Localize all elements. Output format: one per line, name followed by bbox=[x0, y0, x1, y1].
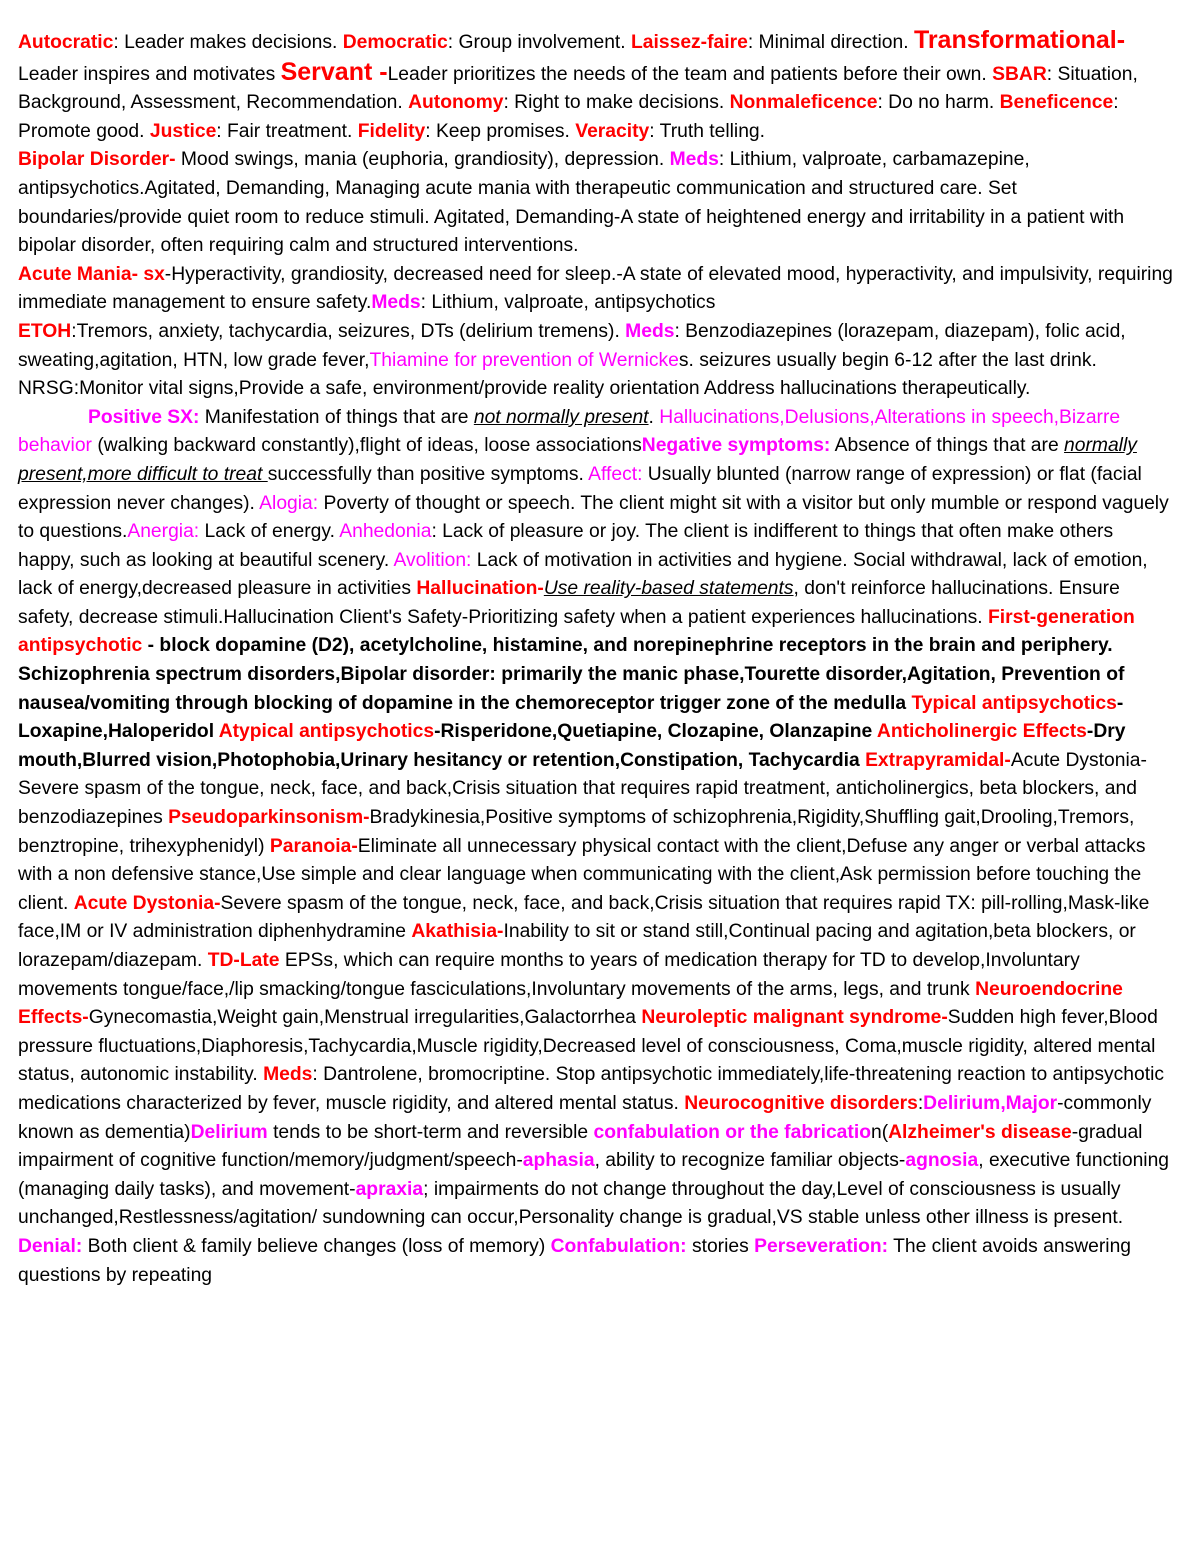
term-autonomy: Autonomy bbox=[408, 92, 504, 114]
term-transformational: Transformational- bbox=[913, 26, 1126, 54]
emphasis-text: Use reality-based statements bbox=[543, 578, 794, 600]
definition-text: : Benzodiazepines (lorazepam, diazepam), folic acid, sweating,agitation, HTN, low grade fever, bbox=[18, 320, 1126, 371]
positive-symptom-list: Hallucinations,Delusions,Alterations in speech,Bizarre behavior bbox=[18, 406, 1121, 457]
definition-text: tends to be short-term and reversible bbox=[267, 1121, 594, 1143]
term-td-late: TD-Late bbox=[207, 950, 280, 971]
definition-text: -Risperidone,Quetiapine, Clozapine, Olanzapine bbox=[434, 721, 877, 743]
acute-mania-paragraph bbox=[18, 261, 1174, 318]
term-autocratic: Autocratic bbox=[18, 32, 114, 53]
definition-text: , ability to recognize familiar objects- bbox=[594, 1150, 906, 1172]
term-acute-dystonia: Acute Dystonia- bbox=[73, 892, 221, 914]
definition-text: s. seizures usually begin 6-12 after the last drink. NRSG:Monitor vital signs,Provide a safe, environment/provide reality orientation Address hallucinations therapeutically. bbox=[18, 349, 1097, 400]
definition-text: , don't reinforce hallucinations. Ensure safety, decrease stimuli.Hallucination Client's Safety-Prioritizing safety when a patient experiences hallucinations. bbox=[18, 578, 1120, 628]
definition-text: EPSs, which can require months to years of medication therapy for TD to develop,Involuntary movements tongue/face,/lip smacking/tongue fasciculations,Involuntary movements of the arms, legs, and trunk bbox=[18, 950, 1080, 1000]
definition-text: Lack of motivation in activities and hygiene. Social withdrawal, lack of emotion, lack of energy,decreased pleasure in activities bbox=[18, 549, 1148, 600]
definition-text: The client avoids answering questions by repeating bbox=[18, 1235, 1132, 1286]
definition-text: : Lithium, valproate, antipsychotics bbox=[420, 292, 716, 314]
definition-text: Poverty of thought or speech. The client might sit with a visitor but only mumble or respond vaguely to questions. bbox=[18, 492, 1169, 543]
definition-text: Manifestation of things that are bbox=[199, 406, 474, 428]
term-sbar: SBAR bbox=[992, 63, 1047, 85]
etoh-paragraph bbox=[18, 318, 1174, 404]
definition-text: successfully than positive symptoms. bbox=[267, 463, 589, 485]
term-neurocognitive-disorders: Neurocognitive disorders bbox=[684, 1092, 918, 1114]
term-servant: Servant - bbox=[280, 57, 388, 86]
term-denial: Denial: bbox=[18, 1235, 83, 1257]
term-confabulation: Confabulation: bbox=[550, 1235, 687, 1257]
term-nonmaleficence: Nonmaleficence bbox=[729, 92, 878, 114]
term-typical-antipsychotics: Typical antipsychotics bbox=[911, 692, 1117, 714]
definition-text: -Dry mouth,Blurred vision,Photophobia,Urinary hesitancy or retention,Constipation, Tachycardia bbox=[18, 721, 1126, 771]
definition-text: -Hyperactivity, grandiosity, decreased need for sleep.-A state of elevated mood, hyperactivity, and impulsivity, requiring immediate management to ensure safety. bbox=[18, 263, 1173, 314]
term-delirium-major: Delirium,Major bbox=[923, 1092, 1058, 1114]
term-first-generation-antipsychotic: First-generation antipsychotic bbox=[18, 606, 1135, 657]
term-agnosia: agnosia bbox=[905, 1150, 979, 1172]
term-neuroleptic-malignant-syndrome: Neuroleptic malignant syndrome- bbox=[641, 1007, 948, 1029]
term-meds: Meds bbox=[263, 1064, 313, 1086]
definition-text: Acute Dystonia-Severe spasm of the tongue, neck, face, and back,Crisis situation that requires rapid treatment, anticholinergics, beta blockers, and benzodiazepines bbox=[18, 749, 1147, 829]
term-perseveration: Perseveration: bbox=[754, 1235, 889, 1257]
term-affect: Affect: bbox=[588, 463, 643, 485]
definition-text: -gradual impairment of cognitive function/memory/judgment/speech- bbox=[18, 1121, 1143, 1172]
thiamine-note: Thiamine for prevention of Wernicke bbox=[369, 349, 679, 371]
definition-text: Severe spasm of the tongue, neck, face, and back,Crisis situation that requires rapid TX: pill-rolling,Mask-like face,IM or IV administration diphenhydramine bbox=[18, 892, 1150, 943]
term-anticholinergic-effects: Anticholinergic Effects bbox=[876, 721, 1087, 743]
term-aphasia: aphasia bbox=[522, 1150, 595, 1172]
definition-text: : Do no harm. bbox=[877, 92, 1000, 114]
emphasis-text: not normally present bbox=[473, 406, 649, 428]
definition-text: Leader inspires and motivates bbox=[18, 63, 281, 85]
term-anergia: Anergia: bbox=[127, 521, 200, 543]
term-meds: Meds bbox=[625, 320, 675, 342]
definition-text: Inability to sit or stand still,Continual pacing and agitation,beta blockers, or lorazepam/diazepam. bbox=[18, 921, 1136, 971]
definition-text: Mood swings, mania (euphoria, grandiosity), depression. bbox=[175, 149, 670, 171]
definition-text: Usually blunted (narrow range of expression) or flat (facial expression never changes). bbox=[18, 463, 1142, 514]
term-extrapyramidal: Extrapyramidal- bbox=[865, 749, 1011, 771]
term-avolition: Avolition: bbox=[393, 549, 472, 571]
term-akathisia: Akathisia- bbox=[411, 921, 504, 943]
definition-text: : bbox=[917, 1092, 924, 1114]
term-atypical-antipsychotics: Atypical antipsychotics bbox=[218, 721, 435, 743]
definition-text: , executive functioning (managing daily tasks), and movement- bbox=[18, 1150, 1170, 1200]
definition-text: : Lack of pleasure or joy. The client is indifferent to things that often make others happy, such as looking at beautiful scenery. bbox=[18, 521, 1114, 571]
definition-text: Both client & family believe changes (loss of memory) bbox=[82, 1235, 551, 1257]
definition-text: Gynecomastia,Weight gain,Menstrual irregularities,Galactorrhea bbox=[88, 1007, 642, 1029]
definition-text: : Fair treatment. bbox=[216, 120, 358, 142]
definition-text: Absence of things that are bbox=[830, 435, 1065, 457]
definition-text: : Dantrolene, bromocriptine. Stop antipsychotic immediately,life-threatening reaction to antipsychotic medications characterized by fever, muscle rigidity, and altered mental status. bbox=[18, 1064, 1165, 1114]
emphasis-text: normally present,more difficult to treat bbox=[18, 435, 1137, 485]
term-justice: Justice bbox=[149, 120, 217, 142]
definition-text: : Leader makes decisions. bbox=[113, 32, 343, 53]
term-acute-mania: Acute Mania- sx bbox=[18, 263, 165, 285]
definition-text: : Group involvement. bbox=[447, 32, 632, 53]
definition-text: Sudden high fever,Blood pressure fluctuations,Diaphoresis,Tachycardia,Muscle rigidity,Decreased level of consciousness, Coma,muscle rigidity, altered mental status, autonomic instability. bbox=[18, 1007, 1158, 1086]
definition-text: Bradykinesia,Positive symptoms of schizophrenia,Rigidity,Shuffling gait,Drooling,Tremors, benztropine, trihexyphenidyl) bbox=[18, 807, 1135, 857]
definition-text: :Tremors, anxiety, tachycardia, seizures, DTs (delirium tremens). bbox=[71, 320, 626, 342]
term-etoh: ETOH bbox=[18, 320, 72, 342]
term-bipolar-disorder: Bipolar Disorder- bbox=[18, 149, 176, 171]
term-democratic: Democratic bbox=[342, 32, 448, 53]
definition-text: -commonly known as dementia) bbox=[18, 1092, 1152, 1143]
definition-text: Eliminate all unnecessary physical contact with the client,Defuse any anger or verbal attacks with a non defensive stance,Use simple and clear language when communicating with the client,Ask permission before touching the client. bbox=[18, 835, 1146, 914]
definition-text: Lack of energy. bbox=[199, 521, 340, 543]
term-paranoia: Paranoia- bbox=[269, 835, 358, 857]
term-neuroendocrine-effects: Neuroendocrine Effects- bbox=[18, 978, 1123, 1029]
definition-text: stories bbox=[686, 1235, 755, 1257]
definition-text: ; impairments do not change throughout the day,Level of consciousness is usually unchanged,Restlessness/agitation/ sundowning can occur,Personality change is gradual,VS stable unless other illness is present. bbox=[18, 1178, 1124, 1229]
term-meds: Meds bbox=[669, 149, 719, 171]
term-alogia: Alogia: bbox=[259, 492, 319, 514]
term-pseudoparkinsonism: Pseudoparkinsonism- bbox=[168, 807, 370, 829]
definition-text: Leader prioritizes the needs of the team and patients before their own. bbox=[387, 63, 993, 85]
definition-text: . bbox=[648, 406, 660, 428]
term-laissez-faire: Laissez-faire bbox=[631, 32, 748, 53]
definition-text: -Loxapine,Haloperidol bbox=[18, 692, 1124, 743]
definition-text: : Lithium, valproate, carbamazepine, antipsychotics.Agitated, Demanding, Managing acute mania with therapeutic communication and structured care. Set boundaries/provide quiet room to reduce stimuli. Agitated, Demanding-A state of heightened energy and irritability in a patient with bipolar disorder, often requiring calm and structured interventions. bbox=[18, 149, 1125, 257]
definition-text: : Truth telling. bbox=[649, 120, 766, 142]
term-anhedonia: Anhedonia bbox=[339, 521, 432, 543]
term-positive-sx: Positive SX: bbox=[88, 406, 200, 428]
term-hallucination: Hallucination- bbox=[416, 578, 544, 600]
definition-text: : Keep promises. bbox=[425, 120, 576, 142]
definition-text: (walking backward constantly),flight of ideas, loose associations bbox=[91, 435, 642, 457]
term-delirium: Delirium bbox=[190, 1121, 268, 1143]
term-fidelity: Fidelity bbox=[357, 120, 426, 142]
schizophrenia-antipsychotics-paragraph bbox=[18, 404, 1174, 1290]
term-confabulation-fabrication: confabulation or the fabricatio bbox=[593, 1121, 871, 1143]
term-veracity: Veracity bbox=[575, 120, 650, 142]
definition-text: - block dopamine (D2), acetylcholine, histamine, and norepinephrine receptors in the brain and periphery. Schizophrenia spectrum disorders,Bipolar disorder: primarily the manic phase,Tourette disorder,Agitation, Prevention of nausea/vomiting through blocking of dopamine in the chemoreceptor trigger zone of the medulla bbox=[18, 635, 1125, 714]
definition-text: : Promote good. bbox=[18, 92, 1119, 142]
definition-text: : Minimal direction. bbox=[747, 32, 914, 53]
definition-text: : Situation, Background, Assessment, Recommendation. bbox=[18, 63, 1138, 114]
term-beneficence: Beneficence bbox=[999, 92, 1114, 114]
definition-text: n( bbox=[870, 1121, 889, 1143]
bipolar-paragraph bbox=[18, 146, 1174, 260]
term-alzheimers-disease: Alzheimer's disease bbox=[888, 1121, 1072, 1143]
term-negative-symptoms: Negative symptoms: bbox=[641, 435, 831, 457]
term-meds: Meds bbox=[371, 292, 421, 314]
definition-text: : Right to make decisions. bbox=[503, 92, 730, 114]
leadership-ethics-paragraph bbox=[18, 26, 1174, 146]
term-apraxia: apraxia bbox=[355, 1178, 424, 1200]
